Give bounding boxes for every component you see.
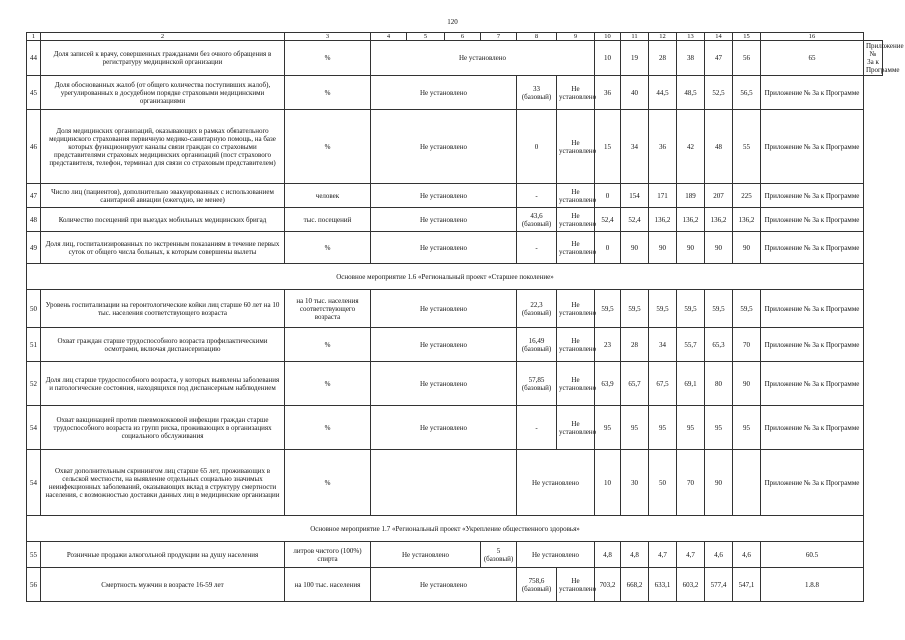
section-title: Основное мероприятие 1.6 «Региональный проект «Старшее поколение» <box>27 264 864 290</box>
value-cell: 4,6 <box>733 542 761 568</box>
appendix-ref: Приложение № 3а к Программе <box>864 41 883 76</box>
value-cell: 59,5 <box>705 290 733 328</box>
row-number: 48 <box>27 208 41 232</box>
col-header: 1 <box>27 33 41 41</box>
value-cell: 52,5 <box>705 76 733 110</box>
unit-cell: % <box>285 362 371 406</box>
value-cell: 4,8 <box>621 542 649 568</box>
value-cell: 225 <box>733 184 761 208</box>
empty-cell <box>371 450 517 516</box>
row-number: 50 <box>27 290 41 328</box>
value-cell: 668,2 <box>621 568 649 602</box>
value-cell: 42 <box>677 110 705 184</box>
value-cell: 547,1 <box>733 568 761 602</box>
value-cell: Не установлено <box>557 110 595 184</box>
col-header: 5 <box>407 33 445 41</box>
value-cell: 136,2 <box>677 208 705 232</box>
indicator-name: Охват граждан старше трудоспособного возраста профилактическими осмотрами, включая диспансеризацию <box>41 328 285 362</box>
value-cell: 59,5 <box>621 290 649 328</box>
indicator-name: Доля записей к врачу, совершенных гражданами без очного обращения в регистратуру медицинской организации <box>41 41 285 76</box>
not-established-cell: Не установлено <box>371 328 517 362</box>
base-value-cell: 5 (базовый) <box>481 542 517 568</box>
indicator-name: Доля лиц старше трудоспособного возраста, у которых выявлены заболевания и патологические состояния, находящихся под диспансерным наблюдением <box>41 362 285 406</box>
unit-cell: на 100 тыс. населения <box>285 568 371 602</box>
value-cell: 28 <box>621 328 649 362</box>
row-number: 45 <box>27 76 41 110</box>
unit-cell: % <box>285 232 371 264</box>
value-cell: Не установлено <box>557 328 595 362</box>
value-cell: Не установлено <box>557 568 595 602</box>
indicator-name: Смертность мужчин в возрасте 16-59 лет <box>41 568 285 602</box>
base-value-cell: 43,6 (базовый) <box>517 208 557 232</box>
appendix-ref: 1.8.8 <box>761 568 864 602</box>
value-cell: Не установлено <box>517 542 595 568</box>
value-cell: 36 <box>649 110 677 184</box>
appendix-ref: Приложение № 3а к Программе <box>761 76 864 110</box>
table-row <box>27 568 883 602</box>
indicator-name: Охват дополнительным скринингом лиц старше 65 лет, проживающих в сельской местности, на выявление отдельных социально значимых неинфекционных заболеваний, оказывающих вклад в структуру смертности населения, с возможностью доставки данных лиц в медицинские организации <box>41 450 285 516</box>
value-cell: 38 <box>677 41 705 76</box>
unit-cell: % <box>285 450 371 516</box>
value-cell: 69,1 <box>677 362 705 406</box>
table-row <box>27 542 883 568</box>
indicator-name: Уровень госпитализации на геронтологические койки лиц старше 60 лет на 10 тыс. населения соответствующего возраста <box>41 290 285 328</box>
base-value-cell: 16,49 (базовый) <box>517 328 557 362</box>
row-number: 46 <box>27 110 41 184</box>
row-number: 54 <box>27 450 41 516</box>
col-header: 14 <box>705 33 733 41</box>
value-cell: 10 <box>595 450 621 516</box>
table-row <box>27 110 883 184</box>
value-cell: 28 <box>649 41 677 76</box>
col-header: 3 <box>285 33 371 41</box>
indicators-table <box>26 32 904 602</box>
value-cell: 136,2 <box>733 208 761 232</box>
col-header: 7 <box>481 33 517 41</box>
value-cell: 15 <box>595 110 621 184</box>
value-cell: 50 <box>649 450 677 516</box>
table-row <box>27 184 883 208</box>
value-cell <box>733 450 761 516</box>
value-cell: 189 <box>677 184 705 208</box>
not-established-cell: Не установлено <box>371 208 517 232</box>
value-cell: 4,6 <box>705 542 733 568</box>
not-established-cell: Не установлено <box>371 232 517 264</box>
value-cell: Не установлено <box>557 184 595 208</box>
base-value-cell: - <box>517 406 557 450</box>
row-number: 52 <box>27 362 41 406</box>
value-cell: 34 <box>649 328 677 362</box>
unit-cell: % <box>285 76 371 110</box>
value-cell: 10 <box>595 41 621 76</box>
col-header: 11 <box>621 33 649 41</box>
value-cell: Не установлено <box>557 76 595 110</box>
not-established-cell: Не установлено <box>371 184 517 208</box>
value-cell: 34 <box>621 110 649 184</box>
value-cell: 4,8 <box>595 542 621 568</box>
value-cell: Не установлено <box>557 232 595 264</box>
value-cell: 52,4 <box>595 208 621 232</box>
header-row <box>27 33 883 41</box>
col-header: 8 <box>517 33 557 41</box>
section-row <box>27 516 883 542</box>
value-cell: 0 <box>595 232 621 264</box>
value-cell: 90 <box>733 362 761 406</box>
value-cell: 30 <box>621 450 649 516</box>
row-number: 49 <box>27 232 41 264</box>
value-cell: 90 <box>621 232 649 264</box>
value-cell: 80 <box>705 362 733 406</box>
not-established-cell: Не установлено <box>371 406 517 450</box>
value-cell: 95 <box>595 406 621 450</box>
appendix-ref: Приложение № 3а к Программе <box>761 290 864 328</box>
base-value-cell: 33 (базовый) <box>517 76 557 110</box>
value-cell: 70 <box>733 328 761 362</box>
not-established-cell: Не установлено <box>371 76 517 110</box>
base-value-cell: 57,85 (базовый) <box>517 362 557 406</box>
appendix-ref: 60.5 <box>761 542 864 568</box>
row-number: 44 <box>27 41 41 76</box>
appendix-ref: Приложение № 3а к Программе <box>761 110 864 184</box>
col-header: 15 <box>733 33 761 41</box>
not-established-cell: Не установлено <box>371 542 481 568</box>
value-cell: 52,4 <box>621 208 649 232</box>
value-cell: 90 <box>649 232 677 264</box>
value-cell: 48,5 <box>677 76 705 110</box>
col-header: 10 <box>595 33 621 41</box>
table-row <box>27 76 883 110</box>
value-cell: 90 <box>705 450 733 516</box>
unit-cell: на 10 тыс. населения соответствующего возраста <box>285 290 371 328</box>
value-cell: 703,2 <box>595 568 621 602</box>
value-cell: 55 <box>733 110 761 184</box>
value-cell: 95 <box>705 406 733 450</box>
value-cell: 19 <box>621 41 649 76</box>
not-established-cell: Не установлено <box>371 110 517 184</box>
unit-cell: % <box>285 328 371 362</box>
section-title: Основное мероприятие 1.7 «Региональный проект «Укрепление общественного здоровья» <box>27 516 864 542</box>
value-cell: Не установлено <box>557 290 595 328</box>
value-cell: 23 <box>595 328 621 362</box>
row-number: 55 <box>27 542 41 568</box>
value-cell: 95 <box>649 406 677 450</box>
value-cell: 4,7 <box>649 542 677 568</box>
value-cell: 577,4 <box>705 568 733 602</box>
table-row <box>27 406 883 450</box>
value-cell: 90 <box>733 232 761 264</box>
value-cell: 47 <box>705 41 733 76</box>
value-cell: 154 <box>621 184 649 208</box>
value-cell: 95 <box>677 406 705 450</box>
unit-cell: % <box>285 406 371 450</box>
indicator-name: Число лиц (пациентов), дополнительно эвакуированных с использованием санитарной авиации (ежегодно, не менее) <box>41 184 285 208</box>
value-cell: 56 <box>733 41 761 76</box>
section-row <box>27 264 883 290</box>
row-number: 47 <box>27 184 41 208</box>
value-cell: 44,5 <box>649 76 677 110</box>
indicator-name: Доля обоснованных жалоб (от общего количества поступивших жалоб), урегулированных в досудебном порядке страховыми медицинскими организациями <box>41 76 285 110</box>
value-cell: 48 <box>705 110 733 184</box>
value-cell: 55,7 <box>677 328 705 362</box>
indicator-name: Розничные продажи алкогольной продукции на душу населения <box>41 542 285 568</box>
unit-cell: % <box>285 110 371 184</box>
not-established-cell: Не установлено <box>371 362 517 406</box>
value-cell: 0 <box>595 184 621 208</box>
base-value-cell: - <box>517 184 557 208</box>
value-cell: 207 <box>705 184 733 208</box>
not-established-cell: Не установлено <box>371 568 517 602</box>
base-value-cell: 0 <box>517 110 557 184</box>
appendix-ref: Приложение № 3а к Программе <box>761 450 864 516</box>
table-row <box>27 208 883 232</box>
col-header: 4 <box>371 33 407 41</box>
value-cell: 36 <box>595 76 621 110</box>
value-cell: 56,5 <box>733 76 761 110</box>
value-cell: 65,3 <box>705 328 733 362</box>
col-header: 16 <box>761 33 864 41</box>
row-number: 56 <box>27 568 41 602</box>
not-established-cell: Не установлено <box>517 450 595 516</box>
not-established-cell: Не установлено <box>371 290 517 328</box>
table-row <box>27 41 883 76</box>
appendix-ref: Приложение № 3а к Программе <box>761 208 864 232</box>
value-cell: 65 <box>761 41 864 76</box>
value-cell: 70 <box>677 450 705 516</box>
table-row <box>27 450 883 516</box>
table-row <box>27 362 883 406</box>
col-header: 6 <box>445 33 481 41</box>
value-cell: 95 <box>621 406 649 450</box>
value-cell: 63,9 <box>595 362 621 406</box>
value-cell: 67,5 <box>649 362 677 406</box>
value-cell: 4,7 <box>677 542 705 568</box>
value-cell: 136,2 <box>705 208 733 232</box>
not-established-cell: Не установлено <box>371 41 595 76</box>
value-cell: Не установлено <box>557 406 595 450</box>
indicator-name: Охват вакцинацией против пневмококковой инфекции граждан старше трудоспособного возраста из групп риска, проживающих в организациях социального обслуживания <box>41 406 285 450</box>
unit-cell: % <box>285 41 371 76</box>
appendix-ref: Приложение № 3а к Программе <box>761 184 864 208</box>
page-number: 120 <box>447 18 458 26</box>
indicator-name: Количество посещений при выездах мобильных медицинских бригад <box>41 208 285 232</box>
appendix-ref: Приложение № 3а к Программе <box>761 232 864 264</box>
value-cell: Не установлено <box>557 208 595 232</box>
unit-cell: тыс. посещений <box>285 208 371 232</box>
value-cell: 59,5 <box>733 290 761 328</box>
appendix-ref: Приложение № 3а к Программе <box>761 362 864 406</box>
unit-cell: человек <box>285 184 371 208</box>
value-cell: Не установлено <box>557 362 595 406</box>
value-cell: 40 <box>621 76 649 110</box>
value-cell: 95 <box>733 406 761 450</box>
table-row <box>27 232 883 264</box>
col-header: 9 <box>557 33 595 41</box>
value-cell: 136,2 <box>649 208 677 232</box>
value-cell: 59,5 <box>649 290 677 328</box>
appendix-ref: Приложение № 3а к Программе <box>761 328 864 362</box>
indicator-name: Доля лиц, госпитализированных по экстренным показаниям в течение первых суток от общего числа больных, к которым совершены вылеты <box>41 232 285 264</box>
value-cell: 65,7 <box>621 362 649 406</box>
table-row <box>27 290 883 328</box>
col-header: 13 <box>677 33 705 41</box>
value-cell: 59,5 <box>595 290 621 328</box>
col-header: 12 <box>649 33 677 41</box>
base-value-cell: - <box>517 232 557 264</box>
indicator-name: Доля медицинских организаций, оказывающих в рамках обязательного медицинского страхования первичную медико-санитарную помощь, на базе которых функционируют каналы связи граждан со страховыми представителями страховых медицинских организаций (пост страхового представителя, телефон, терминал для связи со страховым представителем) <box>41 110 285 184</box>
value-cell: 90 <box>705 232 733 264</box>
value-cell: 59,5 <box>677 290 705 328</box>
table-row <box>27 328 883 362</box>
unit-cell: литров чистого (100%) спирта <box>285 542 371 568</box>
row-number: 51 <box>27 328 41 362</box>
value-cell: 633,1 <box>649 568 677 602</box>
base-value-cell: 758,6 (базовый) <box>517 568 557 602</box>
row-number: 54 <box>27 406 41 450</box>
value-cell: 90 <box>677 232 705 264</box>
value-cell: 603,2 <box>677 568 705 602</box>
appendix-ref: Приложение № 3а к Программе <box>761 406 864 450</box>
col-header: 2 <box>41 33 285 41</box>
base-value-cell: 22,3 (базовый) <box>517 290 557 328</box>
value-cell: 171 <box>649 184 677 208</box>
